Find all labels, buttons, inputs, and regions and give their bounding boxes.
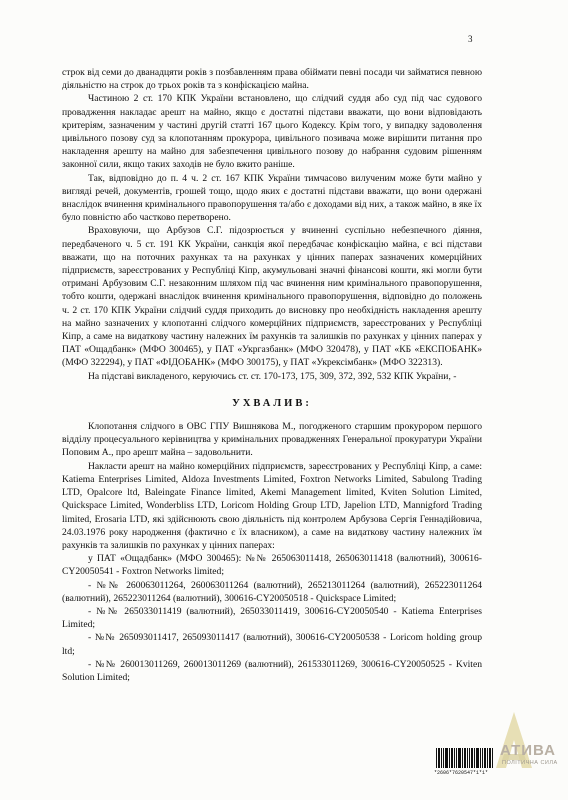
barcode-icon: [436, 748, 494, 768]
account-entry: - №№ 265033011419 (валютний), 265033011419, 300616-CY20050540 - Katiema Enterprises Limited;: [62, 605, 482, 631]
document-body: [62, 66, 482, 684]
account-entry: - №№ 265093011417, 265093011417 (валютний), 300616-CY20050538 - Loricom holding group ltd;: [62, 632, 482, 657]
account-entry: у ПАТ «Ощадбанк» (МФО 300465): №№ 265063011418, 265063011418 (валютний), 300616-CY20050541 - Foxtron Networks limited;: [62, 553, 482, 578]
account-entry: - №№ 260063011264, 260063011264 (валютний), 265213011264 (валютний), 265223011264 (валютний), 265223011264 (валютний), 300616-CY20050518 - Quickspace Limited;: [62, 579, 482, 604]
decision-paragraph: Накласти арешт на майно комерційних підприємств, зареєстрованих у Республіці Кіпр, а саме: Katiema Enterprises Limited, Aldoza Investments Limited, Foxtron Networks Limited, Sabulong Trading LTD, Opalcore ltd, Baleingate Finance limited, Akemi Management limited, Kviten Solution Limited, Quickspace Limited, Wonderbliss LTD, Loricom Holding Group LTD, Japelion LTD, Mannigford Trading limited, Erosaria LTD, які здійснюють свою діяльність під контролем Арбузова Сергія Геннадійовича, 24.03.1976 року народження (фактично є їх власником), а саме на видаткову частину належних їм рахунків та залишків по рахунках у цінних паперах:: [62, 460, 482, 551]
paragraph: строк від семи до дванадцяти років з позбавленням права обіймати певні посади чи займатися певною діяльністю на строк до трьох років та з конфіскацією майна.: [62, 67, 482, 92]
paragraph: На підставі викладеного, керуючись ст. ст. 170-173, 175, 309, 372, 392, 532 КПК України, -: [88, 370, 457, 382]
account-entry: - №№ 260013011269, 260013011269 (валютний), 261533011269, 300616-CY20050525 - Kviten Solution Limited;: [62, 658, 482, 683]
account-list: [62, 552, 482, 684]
paragraph: Частиною 2 ст. 170 КПК України встановлено, що слідчий суддя або суд під час судового провадження накладає арешт на майно, якщо є достатні підстави вважати, що вони відповідають критеріям, зазначеним у частині другій статті 167 цього Кодексу. Крім того, у випадку задоволення цивільного позову суд за клопотанням прокурора, цивільного позивача може вирішити питання про накладення арешту на майно для забезпечення цивільного позову до набрання судовим рішенням законної сили, якщо таких заходів не було вжито раніше.: [62, 93, 482, 171]
decision-paragraph: Клопотання слідчого в ОВС ГПУ Вишнякова М., погодженого старшим прокурором першого відділу процесуального керівництва у кримінальних провадженнях Генеральної прокуратури України Поповим А., про арешт майна – задовольнити.: [62, 421, 482, 459]
paragraph: Так, відповідно до п. 4 ч. 2 ст. 167 КПК України тимчасово вилученим може бути майно у вигляді речей, документів, грошей тощо, щодо яких є достатні підстави вважати, що вони одержані внаслідок вчинення кримінального правопорушення та/або є доходами від них, а також майно, в яке їх було повністю або частково перетворено.: [62, 172, 482, 224]
logo-text: АТИВА: [500, 742, 556, 759]
logo-subtitle: ПОЛІТИЧНА СИЛА: [502, 760, 558, 766]
decision-paragraphs: [62, 420, 482, 552]
paragraph: Враховуючи, що Арбузов С.Г. підозрюється у вчиненні суспільно небезпечного діяння, передбаченого ч. 5 ст. 191 КК України, санкція якої передбачає конфіскацію майна, є всі підстави вважати, що на поточних рахунках та на рахунках у цінних паперах зазначених комерційних підприємств, зареєстрованих у Республіці Кіпр, акумульовані значні фінансові кошти, які могли бути отримані Арбузовим С.Г. незаконним шляхом під час вчинення ним кримінального правопорушення, тобто кошти, одержані внаслідок вчинення кримінального правопорушення, відповідно до положень ч. 2 ст. 170 КПК України слідчий суддя приходить до висновку про необхідність накладення арешту на майно зазначених у клопотанні слідчого комерційних підприємств, зареєстрованих у Республіці Кіпр, а саме на видаткову частину належних їм рахунків та залишків по рахунках у цінних паперах у ПАТ «Ощадбанк» (МФО 300465), у ПАТ «Укргазбанк» (МФО 320478), у ПАТ «КБ «ЕКСПОБАНК» (МФО 322294), у ПАТ «ФІДОБАНК» (МФО 300175), у ПАТ «Укрексімбанк» (МФО 322313).: [62, 225, 482, 369]
page-number: 3: [468, 34, 473, 44]
barcode-number: *2606*7620547*1*1*: [434, 770, 489, 776]
paragraphs: [62, 66, 482, 383]
decision-heading: УХВАЛИВ:: [232, 397, 312, 409]
